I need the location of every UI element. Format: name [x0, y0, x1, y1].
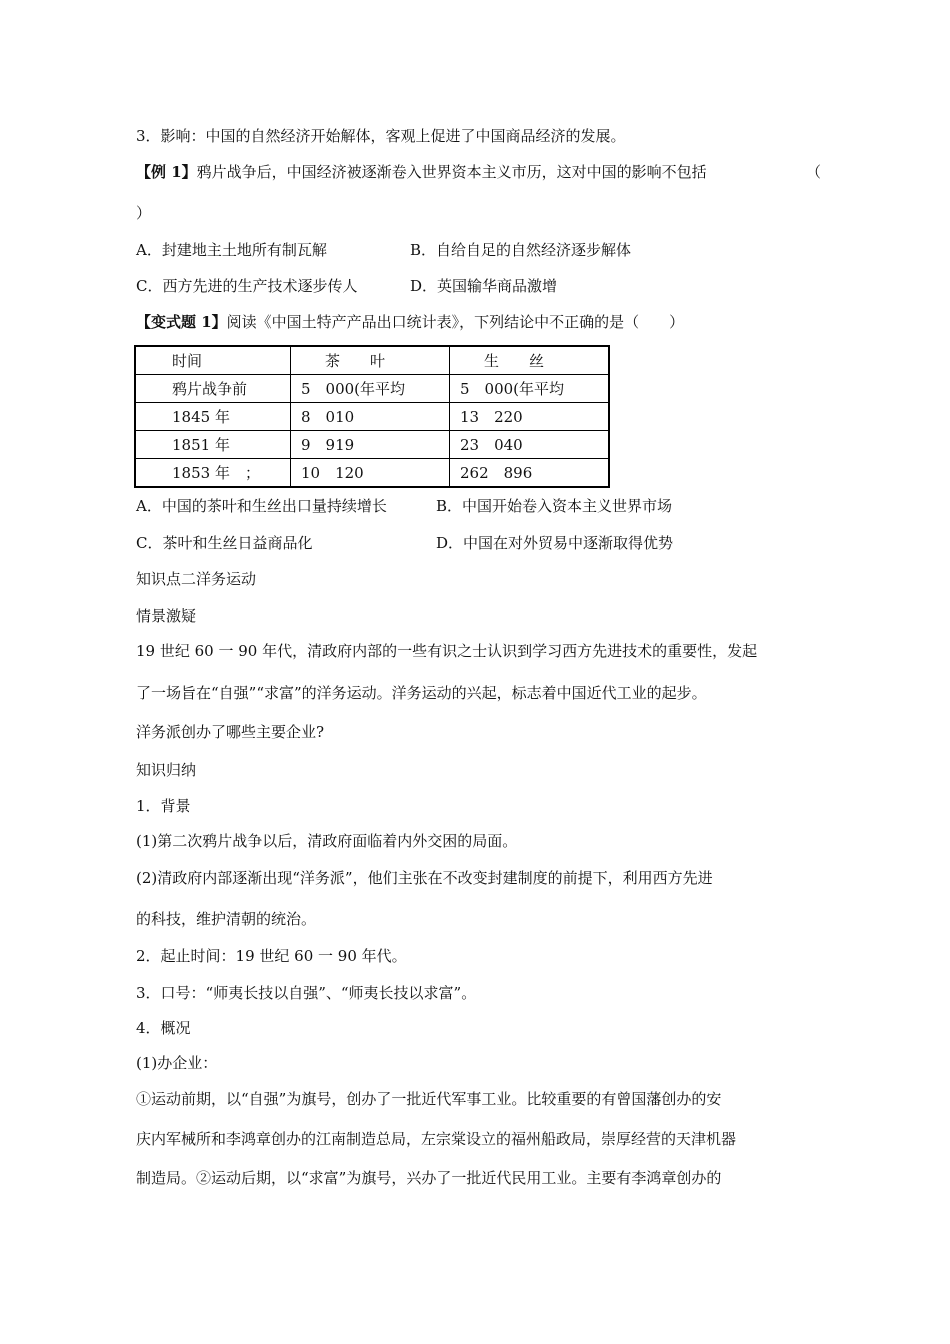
- summary-heading: 知识归纳: [136, 761, 197, 779]
- table-cell: 1853 年 ；: [135, 459, 291, 488]
- export-stats-table: [134, 345, 610, 488]
- variant-1-option-c: C．茶叶和生丝日益商品化: [136, 534, 313, 552]
- example-1-paren-open: （: [806, 163, 822, 181]
- table-header-cell: 生 丝: [450, 346, 610, 375]
- paragraph-line: 19 世纪 60 一 90 年代，清政府内部的一些有识之士认识到学习西方先进技术的重要性，发起: [136, 642, 758, 660]
- scene-heading: 情景激疑: [136, 607, 197, 625]
- background-point-1: (1)第二次鸦片战争以后，清政府面临着内外交困的局面。: [136, 832, 518, 850]
- variant-1-option-b: B．中国开始卷入资本主义世界市场: [436, 497, 673, 515]
- table-cell: 8 010: [291, 403, 450, 431]
- table-header-cell: 茶 叶: [291, 346, 450, 375]
- table-header-row: [135, 346, 609, 375]
- example-1-option-b: B．自给自足的自然经济逐步解体: [410, 241, 632, 259]
- table-row: [135, 459, 609, 488]
- table-row: [135, 431, 609, 459]
- overview-heading: 4．概况: [136, 1019, 191, 1037]
- variant-1-option-a: A．中国的茶叶和生丝出口量持续增长: [136, 497, 387, 515]
- table-cell: 23 040: [450, 431, 610, 459]
- table-cell: 262 896: [450, 459, 610, 488]
- variant-1-text: 阅读《中国土特产产品出口统计表》，下列结论中不正确的是（ ）: [226, 313, 685, 331]
- table-cell: 13 220: [450, 403, 610, 431]
- enterprises-paragraph-line: ①运动前期，以“自强”为旗号，创办了一批近代军事工业。比较重要的有曾国藩创办的安: [136, 1090, 722, 1108]
- table-row: [135, 375, 609, 403]
- variant-1-tag: 【变式题 1】: [136, 313, 227, 331]
- example-1-text: 鸦片战争后，中国经济被逐渐卷入世界资本主义市历，这对中国的影响不包括: [196, 163, 707, 181]
- paragraph-line: 了一场旨在“自强”“求富”的洋务运动。洋务运动的兴起，标志着中国近代工业的起步。: [136, 684, 707, 702]
- variant-1-question: [136, 312, 684, 332]
- background-point-2-cont: 的科技，维护清朝的统治。: [136, 910, 317, 928]
- table-header-cell: 时间: [135, 346, 291, 375]
- example-1-option-d: D．英国输华商品激增: [410, 277, 558, 295]
- question-line: 洋务派创办了哪些主要企业?: [136, 723, 325, 741]
- example-1-tag: 【例 1】: [136, 163, 197, 181]
- background-point-2: (2)清政府内部逐渐出现“洋务派”，他们主张在不改变封建制度的前提下，利用西方先进: [136, 869, 713, 887]
- enterprises-paragraph-line: 制造局。②运动后期，以“求富”为旗号，兴办了一批近代民用工业。主要有李鸿章创办的: [136, 1169, 722, 1187]
- example-1-option-c: C．西方先进的生产技术逐步传人: [136, 277, 358, 295]
- table-row: [135, 403, 609, 431]
- example-1-option-a: A．封建地主土地所有制瓦解: [136, 241, 327, 259]
- table-cell: 1851 年: [135, 431, 291, 459]
- table-cell: 鸦片战争前: [135, 375, 291, 403]
- slogan-line: 3．口号：“师夷长技以自强”、“师夷长技以求富”。: [136, 984, 477, 1002]
- background-heading: 1．背景: [136, 797, 191, 815]
- knowledge-point-2-heading: 知识点二洋务运动: [136, 570, 257, 588]
- variant-1-option-d: D．中国在对外贸易中逐渐取得优势: [436, 534, 674, 552]
- table-cell: 9 919: [291, 431, 450, 459]
- table-cell: 5 000(年平均: [291, 375, 450, 403]
- example-1-paren-close: ）: [136, 204, 152, 222]
- time-span-line: 2．起止时间：19 世纪 60 一 90 年代。: [136, 947, 407, 965]
- example-1-question: [136, 162, 707, 182]
- enterprises-heading: (1)办企业：: [136, 1054, 218, 1072]
- table-cell: 5 000(年平均: [450, 375, 610, 403]
- impact-line: 3．影响：中国的自然经济开始解体，客观上促进了中国商品经济的发展。: [136, 127, 626, 145]
- enterprises-paragraph-line: 庆内军械所和李鸿章创办的江南制造总局，左宗棠设立的福州船政局，崇厚经营的天津机器: [136, 1130, 737, 1148]
- table-cell: 10 120: [291, 459, 450, 488]
- table-cell: 1845 年: [135, 403, 291, 431]
